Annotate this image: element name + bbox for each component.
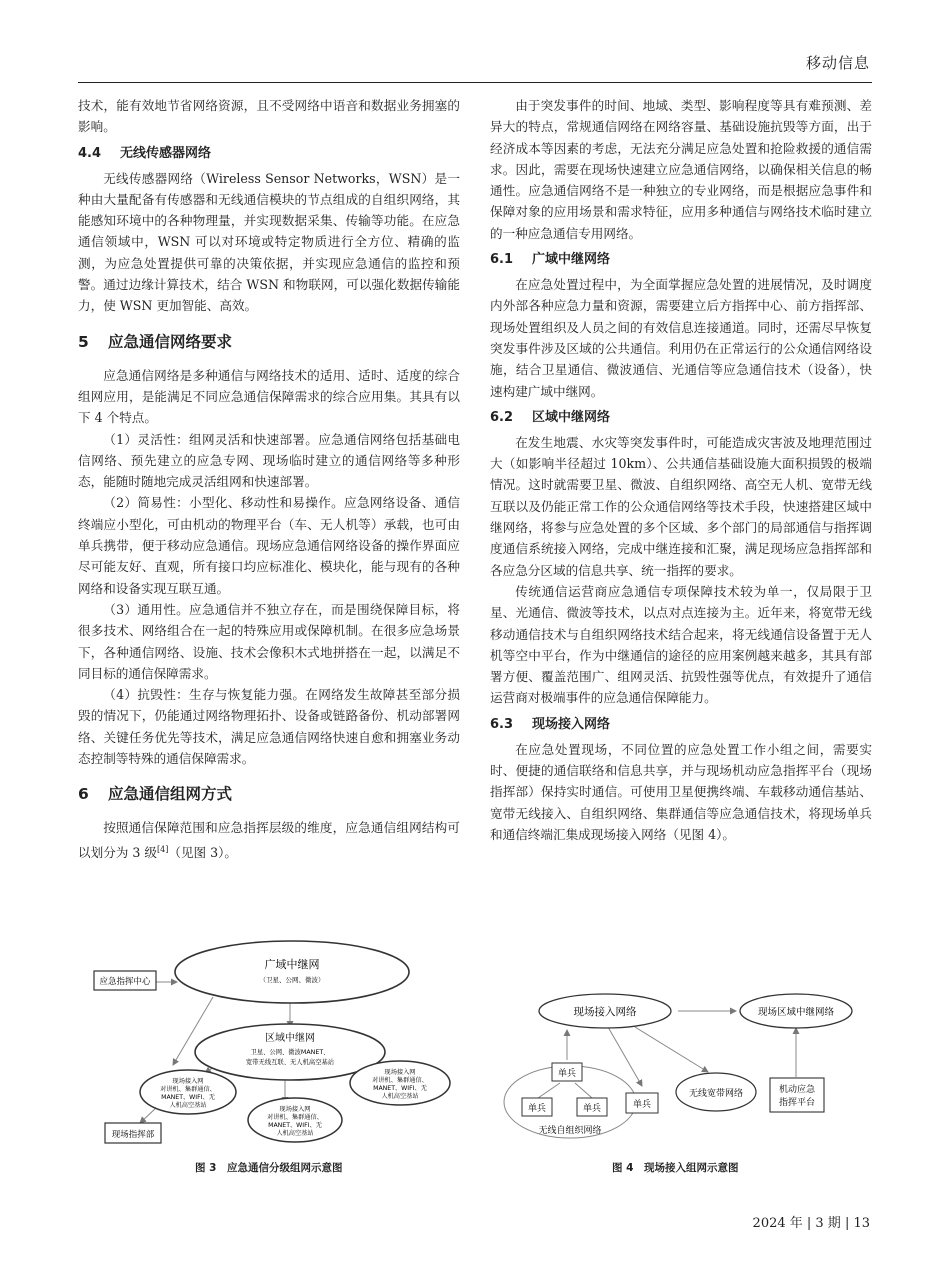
svg-text:指挥平台: 指挥平台 <box>778 1098 816 1108</box>
svg-text:单兵: 单兵 <box>527 1104 547 1114</box>
citation-ref[interactable]: [4] <box>157 844 169 854</box>
svg-text:现场接入网络: 现场接入网络 <box>573 1006 637 1018</box>
section-heading-6: 6 应急通信组网方式 <box>78 785 233 804</box>
journal-title: 移动信息 <box>805 54 870 72</box>
left-column <box>78 95 460 863</box>
svg-text:单兵: 单兵 <box>557 1069 577 1079</box>
section-heading-6-2: 6.2 区域中继网络 <box>490 409 611 425</box>
svg-text:对讲机、集群通信、: 对讲机、集群通信、 <box>372 1077 428 1084</box>
right-column <box>490 95 872 845</box>
section-heading-5: 5 应急通信网络要求 <box>78 332 233 351</box>
svg-text:区域中继网: 区域中继网 <box>265 1033 315 1044</box>
svg-text:现场接入网: 现场接入网 <box>172 1078 204 1085</box>
svg-text:无线自组织网络: 无线自组织网络 <box>538 1126 602 1136</box>
svg-text:应急指挥中心: 应急指挥中心 <box>99 977 151 987</box>
command-center-box <box>94 971 156 990</box>
svg-text:卫星、公网、微波MANET、: 卫星、公网、微波MANET、 <box>250 1049 330 1056</box>
paragraph: 应急通信网络是多种通信与网络技术的适用、适时、适度的综合组网应用，是能满足不同应急通信保障需求的综合应用集。其具有以下 4 个特点。 <box>78 367 460 426</box>
svg-text:人机高空基站: 人机高空基站 <box>276 1130 314 1137</box>
paragraph: 在发生地震、水灾等突发事件时，可能造成灾害波及地理范围过大（如影响半径超过 10km）、公共通信基础设施大面积损毁的极端情况。这时就需要卫星、微波、自组织网络、高空无人机、宽带无线互联以及仍能正常工作的公众通信网络等技术手段，快速搭建区域中继网络，将参与应急处置的多个区域、多个部门的局部通信与指挥调度通信系统接入网络，完成中继连接和汇聚，满足现场应急指挥部和各应急分区域的信息共享、统一指挥的要求。 <box>490 434 872 578</box>
svg-text:机动应急: 机动应急 <box>778 1085 816 1095</box>
wireless-broadband-node <box>676 1073 756 1111</box>
svg-text:现场接入网: 现场接入网 <box>279 1106 311 1113</box>
regional-relay-node <box>740 994 852 1028</box>
svg-text:单兵: 单兵 <box>632 1100 652 1110</box>
svg-text:对讲机、集群通信、: 对讲机、集群通信、 <box>267 1114 323 1121</box>
paragraph: 在应急处置过程中，为全面掌握应急处置的进展情况，及时调度内外部各种应急力量和资源，需要建立后方指挥中心、前方指挥部、现场处置组织及人员之间的有效信息连接通道。同时，还需尽早恢复突发事件涉及区域的公共通信。利用仍在正常运行的公众通信网络设施，结合卫星通信、微波通信、光通信等应急通信技术（设备），快速构建广域中继网。 <box>490 277 872 399</box>
svg-text:MANET、WIFI、无: MANET、WIFI、无 <box>268 1122 322 1129</box>
section-heading-6-1: 6.1 广域中继网络 <box>490 252 611 268</box>
footer-issue: 2024 年 | 3 期 | 13 <box>752 1216 870 1231</box>
soldier-box-top <box>552 1063 582 1081</box>
svg-text:无线宽带网络: 无线宽带网络 <box>688 1089 744 1099</box>
mobile-command-box <box>770 1078 824 1112</box>
access-net-node-right <box>350 1061 450 1105</box>
header-rule <box>78 82 872 83</box>
svg-text:（卫星、公网、微波）: （卫星、公网、微波） <box>259 976 325 984</box>
svg-text:现场区域中继网络: 现场区域中继网络 <box>757 1007 835 1018</box>
access-net-node-left <box>140 1070 236 1114</box>
field-hq-box <box>105 1123 161 1143</box>
paragraph: 按照通信保障范围和应急指挥层级的维度，应急通信组网结构可以划分为 3 级[4]（见图 3）。 <box>78 820 460 860</box>
paragraph: （1）灵活性：组网灵活和快速部署。应急通信网络包括基础电信网络、预先建立的应急专网、现场临时建立的通信网络等多种形态，能随时随地完成灵活组网和快速部署。 <box>78 431 460 490</box>
svg-text:人机高空基站: 人机高空基站 <box>169 1102 207 1109</box>
figure-4 <box>500 990 880 1140</box>
section-heading-6-3: 6.3 现场接入网络 <box>490 716 611 732</box>
svg-text:人机高空基站: 人机高空基站 <box>381 1093 419 1100</box>
paragraph: 无线传感器网络（Wireless Sensor Networks，WSN）是一种由大量配备有传感器和无线通信模块的节点组成的自组织网络，其能感知环境中的各种物理量，并实现数据采集、传输等功能。在应急通信领域中，WSN 可以对环境或特定物质进行全方位、精确的监测，为应急处置提供可靠的决策依据，并实现应急通信的监控和预警。通过边缘计算技术，结合 WSN 和物联网，可以强化数据传输能力，使 WSN 更加智能、高效。 <box>78 170 460 314</box>
svg-text:对讲机、集群通信、: 对讲机、集群通信、 <box>160 1086 216 1093</box>
paragraph: （4）抗毁性：生存与恢复能力强。在网络发生故障甚至部分损毁的情况下，仍能通过网络物理拓扑、设备或链路备份、机动部署网络、关键任务优先等技术，满足应急通信网络快速自愈和拥塞业务动态控制等特殊的通信保障需求。 <box>78 687 460 767</box>
figure-3 <box>85 935 465 1150</box>
svg-text:宽带无线互联、无人机高空基站: 宽带无线互联、无人机高空基站 <box>245 1059 335 1066</box>
field-access-network-node <box>539 994 671 1028</box>
svg-text:MANET、WIFI、无: MANET、WIFI、无 <box>373 1085 427 1092</box>
soldier-box-left <box>522 1098 552 1116</box>
access-net-node-center <box>248 1098 342 1142</box>
soldier-box-standalone <box>626 1093 658 1113</box>
paragraph: 传统通信运营商应急通信专项保障技术较为单一，仅局限于卫星、光通信、微波等技术，以点对点连接为主。近年来，将宽带无线移动通信技术与自组织网络技术结合起来，将无线通信设备置于无人机等空中平台，作为中继通信的途径的应用案例越来越多，其具有部署方便、覆盖范围广、组网灵活、抗毁性强等优点，有效提升了通信运营商对极端事件的应急通信保障能力。 <box>490 583 872 706</box>
svg-text:现场指挥部: 现场指挥部 <box>111 1130 155 1140</box>
paragraph: 技术，能有效地节省网络资源，且不受网络中语音和数据业务拥塞的影响。 <box>78 98 460 135</box>
soldier-box-right <box>577 1098 607 1116</box>
paragraph: （2）简易性：小型化、移动性和易操作。应急网络设备、通信终端应小型化，可由机动的物理平台（车、无人机等）承载，也可由单兵携带，便于移动应急通信。现场应急通信网络设备的操作界面应尽可能友好、直观，所有接口均应标准化、模块化，能与现有的各种网络和设备实现互联互通。 <box>78 495 460 596</box>
svg-text:现场接入网: 现场接入网 <box>384 1069 416 1076</box>
figure-3-caption: 图 3 应急通信分级组网示意图 <box>195 1162 343 1174</box>
wide-area-relay-node <box>175 941 409 1003</box>
paragraph: 在应急处置现场，不同位置的应急处置工作小组之间，需要实时、便捷的通信联络和信息共享，并与现场机动应急指挥平台（现场指挥部）保持实时通信。可使用卫星便携终端、车载移动通信基站、宽带无线接入、自组织网络、集群通信等应急通信技术，将现场单兵和通信终端汇集成现场接入网络（见图 4）。 <box>490 741 872 842</box>
paragraph: （3）通用性。应急通信并不独立存在，而是围绕保障目标，将很多技术、网络组合在一起的特殊应用或保障机制。在很多应急场景下，各种通信网络、设施、技术会像积木式地拼搭在一起，以满足不同目标的通信保障需求。 <box>78 601 460 681</box>
figure-4-caption: 图 4 现场接入组网示意图 <box>612 1162 739 1174</box>
svg-text:单兵: 单兵 <box>582 1104 602 1114</box>
svg-text:MANET、WIFI、无: MANET、WIFI、无 <box>161 1094 215 1101</box>
section-heading-4-4: 4.4 无线传感器网络 <box>78 145 212 161</box>
svg-text:广域中继网: 广域中继网 <box>264 958 320 971</box>
paragraph: 由于突发事件的时间、地域、类型、影响程度等具有难预测、差异大的特点，常规通信网络在网络容量、基础设施抗毁等方面，出于经济成本等因素的考虑，无法充分满足应急处置和抢险救援的通信需求。因此，需要在现场快速建立应急通信网络，以确保相关信息的畅通性。应急通信网络不是一种独立的专业网络，而是根据应急事件和保障对象的应用场景和需求特征，应用多种通信与网络技术临时建立的一种应急通信专用网络。 <box>490 98 872 241</box>
